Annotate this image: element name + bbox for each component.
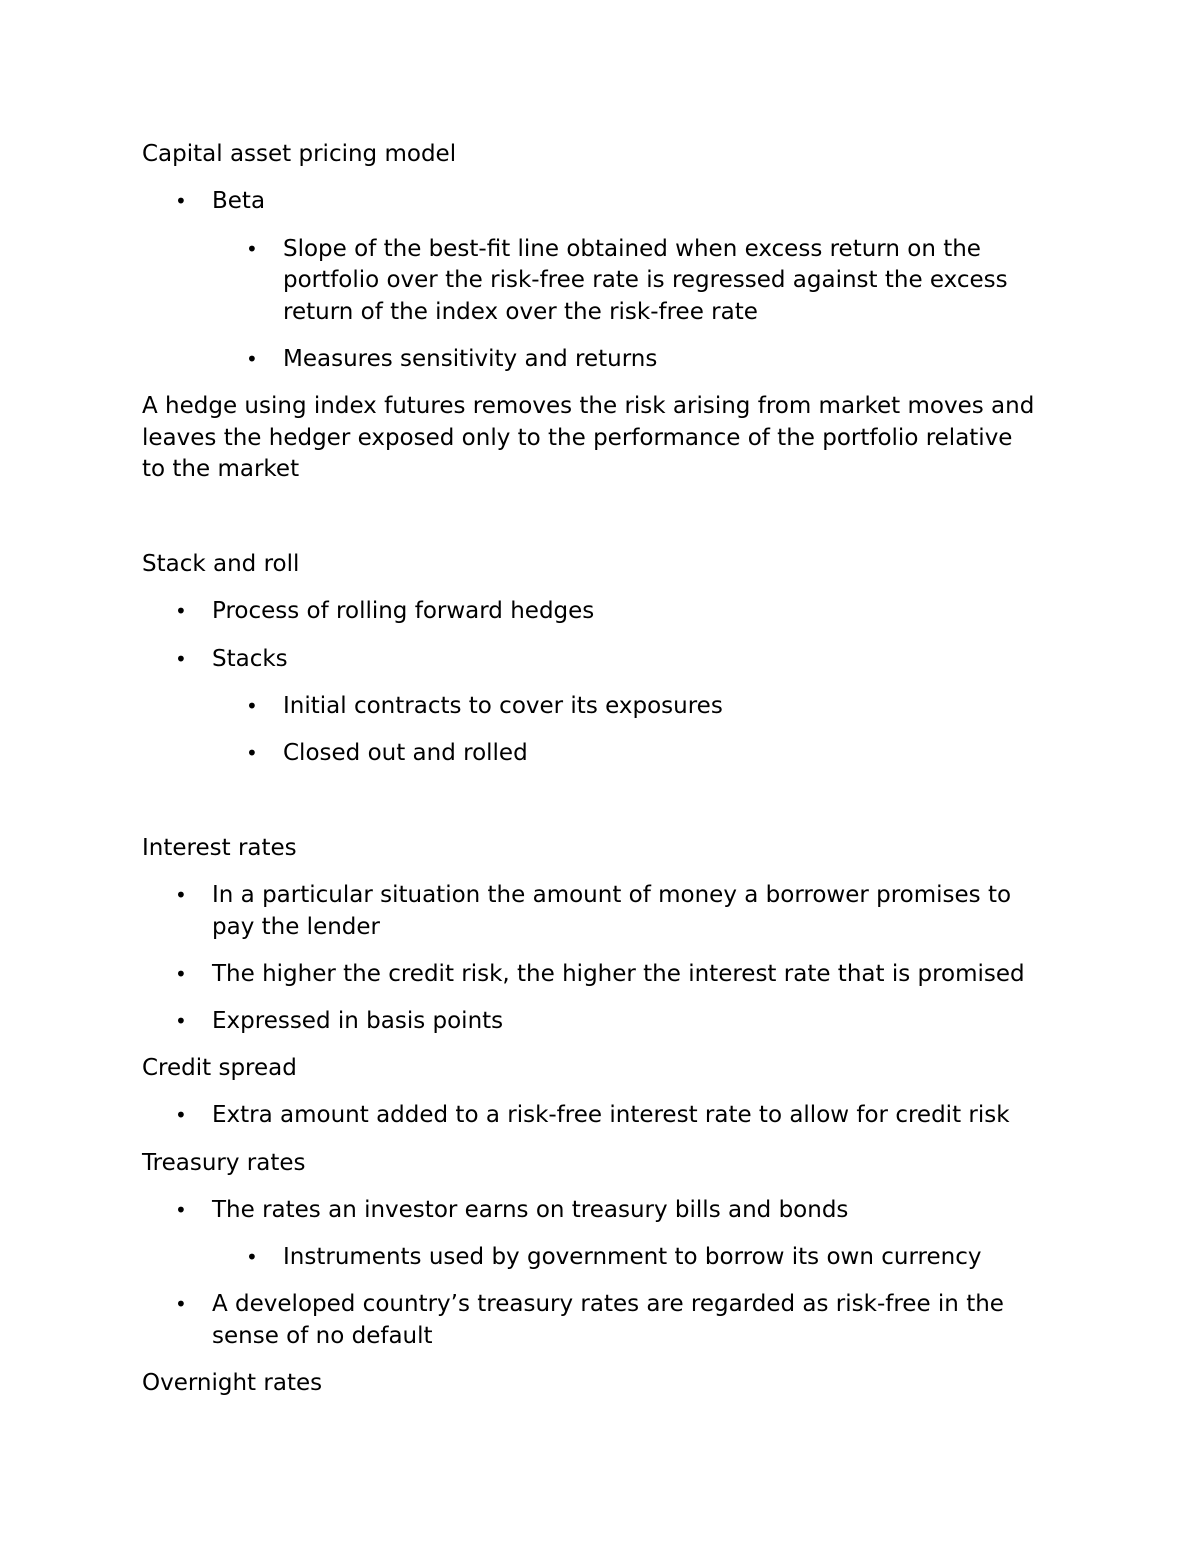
list-item-continuation: return of the index over the risk-free rate xyxy=(283,299,758,325)
bullet-icon: • xyxy=(175,1103,187,1127)
list-item-continuation: portfolio over the risk-free rate is regressed against the excess xyxy=(283,267,1008,293)
bullet-icon: • xyxy=(175,1198,187,1222)
bullet-icon: • xyxy=(175,883,187,907)
bullet-icon: • xyxy=(246,741,258,765)
bullet-icon: • xyxy=(175,599,187,623)
heading-credit-spread: Credit spread xyxy=(142,1055,297,1081)
list-item-continuation: sense of no default xyxy=(212,1323,433,1349)
heading-capm: Capital asset pricing model xyxy=(142,141,457,167)
list-item: In a particular situation the amount of money a borrower promises to xyxy=(212,882,1012,908)
list-item: The rates an investor earns on treasury bills and bonds xyxy=(212,1197,849,1223)
heading-interest-rates: Interest rates xyxy=(142,835,297,861)
bullet-icon: • xyxy=(175,962,187,986)
list-item: Initial contracts to cover its exposures xyxy=(283,693,723,719)
bullet-icon: • xyxy=(175,1009,187,1033)
list-item: Extra amount added to a risk-free interest rate to allow for credit risk xyxy=(212,1102,1010,1128)
heading-stack-and-roll: Stack and roll xyxy=(142,551,300,577)
list-item: Slope of the best-fit line obtained when excess return on the xyxy=(283,236,981,262)
list-item: Closed out and rolled xyxy=(283,740,528,766)
bullet-icon: • xyxy=(175,189,187,213)
list-item: Beta xyxy=(212,188,266,214)
bullet-icon: • xyxy=(175,647,187,671)
bullet-icon: • xyxy=(246,1245,258,1269)
bullet-icon: • xyxy=(246,694,258,718)
paragraph-continuation: to the market xyxy=(142,456,300,482)
paragraph: A hedge using index futures removes the risk arising from market moves and xyxy=(142,393,1035,419)
list-item: A developed country’s treasury rates are regarded as risk-free in the xyxy=(212,1291,1004,1317)
list-item: Measures sensitivity and returns xyxy=(283,346,658,372)
bullet-icon: • xyxy=(246,347,258,371)
list-item: Stacks xyxy=(212,646,288,672)
list-item: Process of rolling forward hedges xyxy=(212,598,595,624)
bullet-icon: • xyxy=(246,237,258,261)
list-item: Expressed in basis points xyxy=(212,1008,504,1034)
list-item-continuation: pay the lender xyxy=(212,914,380,940)
heading-overnight-rates: Overnight rates xyxy=(142,1370,323,1396)
list-item: Instruments used by government to borrow its own currency xyxy=(283,1244,982,1270)
bullet-icon: • xyxy=(175,1292,187,1316)
list-item: The higher the credit risk, the higher the interest rate that is promised xyxy=(212,961,1025,987)
paragraph-continuation: leaves the hedger exposed only to the performance of the portfolio relative xyxy=(142,425,1013,451)
heading-treasury-rates: Treasury rates xyxy=(142,1150,306,1176)
